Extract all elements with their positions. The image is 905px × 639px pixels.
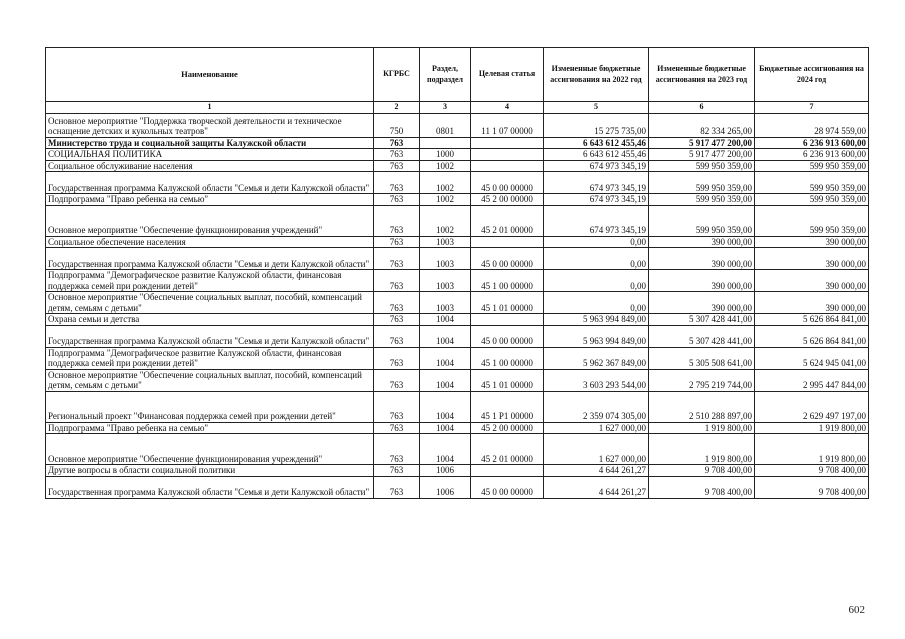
cell-2023: 390 000,00 [649, 248, 755, 270]
page-number: 602 [848, 604, 865, 616]
cell-section: 1004 [420, 347, 471, 369]
header-target: Целевая статья [471, 48, 544, 102]
cell-kgrbs: 763 [374, 391, 420, 422]
cell-2022: 6 643 612 455,46 [544, 149, 649, 161]
cell-target: 45 0 00 00000 [471, 476, 544, 498]
cell-kgrbs: 763 [374, 325, 420, 347]
cell-name: Подпрограмма "Демографическое развитие Калужской области, финансовая поддержка семей при рождении детей" [46, 347, 374, 369]
col-number: 1 [46, 102, 374, 114]
cell-name: СОЦИАЛЬНАЯ ПОЛИТИКА [46, 149, 374, 161]
cell-kgrbs: 763 [374, 248, 420, 270]
cell-2023: 599 950 359,00 [649, 172, 755, 194]
cell-2024: 28 974 559,00 [755, 113, 869, 137]
table-row [46, 113, 869, 137]
cell-name: Государственная программа Калужской области "Семья и дети Калужской области" [46, 248, 374, 270]
cell-target: 45 1 01 00000 [471, 369, 544, 391]
table-row [46, 270, 869, 292]
cell-name: Подпрограмма "Право ребенка на семью" [46, 194, 374, 206]
table-row [46, 248, 869, 270]
cell-2023: 5 305 508 641,00 [649, 347, 755, 369]
cell-2022: 674 973 345,19 [544, 205, 649, 236]
cell-2024: 390 000,00 [755, 248, 869, 270]
cell-2024: 5 624 945 041,00 [755, 347, 869, 369]
cell-2023: 390 000,00 [649, 270, 755, 292]
cell-name: Основное мероприятие "Поддержка творческой деятельности и техническое оснащение детских и кукольных театров" [46, 113, 374, 137]
cell-kgrbs: 763 [374, 236, 420, 248]
table-row [46, 292, 869, 314]
cell-name: Основное мероприятие "Обеспечение функционирования учреждений" [46, 434, 374, 465]
cell-target [471, 137, 544, 149]
cell-section: 1003 [420, 248, 471, 270]
header-2023: Измененные бюджетные ассигнования на 2023 год [649, 48, 755, 102]
cell-2023: 9 708 400,00 [649, 476, 755, 498]
table-row [46, 422, 869, 434]
cell-2023: 599 950 359,00 [649, 205, 755, 236]
cell-section: 1004 [420, 434, 471, 465]
cell-2022: 674 973 345,19 [544, 194, 649, 206]
cell-2024: 5 626 864 841,00 [755, 325, 869, 347]
cell-2023: 599 950 359,00 [649, 194, 755, 206]
cell-kgrbs: 763 [374, 205, 420, 236]
cell-kgrbs: 763 [374, 422, 420, 434]
cell-2024: 9 708 400,00 [755, 476, 869, 498]
cell-2024: 390 000,00 [755, 270, 869, 292]
cell-2022: 15 275 735,00 [544, 113, 649, 137]
cell-name: Социальное обеспечение населения [46, 236, 374, 248]
cell-target: 45 0 00 00000 [471, 248, 544, 270]
cell-kgrbs: 763 [374, 476, 420, 498]
cell-section: 1004 [420, 369, 471, 391]
table-row [46, 465, 869, 477]
cell-2024: 1 919 800,00 [755, 434, 869, 465]
cell-section: 1002 [420, 205, 471, 236]
cell-2022: 4 644 261,27 [544, 465, 649, 477]
cell-target: 45 0 00 00000 [471, 172, 544, 194]
cell-2022: 0,00 [544, 248, 649, 270]
table-row [46, 194, 869, 206]
cell-name: Другие вопросы в области социальной политики [46, 465, 374, 477]
cell-kgrbs: 763 [374, 194, 420, 206]
table-row [46, 369, 869, 391]
cell-2023: 5 307 428 441,00 [649, 314, 755, 326]
cell-2022: 674 973 345,19 [544, 172, 649, 194]
cell-2024: 2 995 447 844,00 [755, 369, 869, 391]
cell-2024: 6 236 913 600,00 [755, 149, 869, 161]
cell-2023: 1 919 800,00 [649, 434, 755, 465]
cell-section: 1003 [420, 270, 471, 292]
cell-2022: 6 643 612 455,46 [544, 137, 649, 149]
cell-2022: 674 973 345,19 [544, 160, 649, 172]
table-row [46, 476, 869, 498]
column-number-row [46, 102, 869, 114]
col-number: 7 [755, 102, 869, 114]
cell-2024: 390 000,00 [755, 236, 869, 248]
cell-2024: 1 919 800,00 [755, 422, 869, 434]
cell-target: 45 1 P1 00000 [471, 391, 544, 422]
cell-2022: 0,00 [544, 236, 649, 248]
cell-kgrbs: 763 [374, 270, 420, 292]
table-row [46, 205, 869, 236]
cell-2022: 1 627 000,00 [544, 434, 649, 465]
table-row [46, 391, 869, 422]
cell-section: 1003 [420, 236, 471, 248]
cell-2023: 9 708 400,00 [649, 465, 755, 477]
cell-name: Основное мероприятие "Обеспечение функционирования учреждений" [46, 205, 374, 236]
cell-name: Региональный проект "Финансовая поддержка семей при рождении детей" [46, 391, 374, 422]
table-body [46, 113, 869, 498]
cell-2024: 599 950 359,00 [755, 160, 869, 172]
cell-target [471, 465, 544, 477]
cell-target: 45 2 00 00000 [471, 422, 544, 434]
header-row [46, 48, 869, 102]
col-number: 4 [471, 102, 544, 114]
cell-target [471, 236, 544, 248]
cell-section [420, 137, 471, 149]
cell-2023: 390 000,00 [649, 292, 755, 314]
table-row [46, 137, 869, 149]
cell-2024: 390 000,00 [755, 292, 869, 314]
cell-kgrbs: 763 [374, 172, 420, 194]
cell-name: Охрана семьи и детства [46, 314, 374, 326]
cell-name: Подпрограмма "Право ребенка на семью" [46, 422, 374, 434]
table-row [46, 160, 869, 172]
cell-kgrbs: 750 [374, 113, 420, 137]
cell-2022: 2 359 074 305,00 [544, 391, 649, 422]
cell-name: Министерство труда и социальной защиты Калужской области [46, 137, 374, 149]
cell-section: 1002 [420, 172, 471, 194]
cell-section: 1002 [420, 160, 471, 172]
cell-2023: 5 917 477 200,00 [649, 137, 755, 149]
cell-2023: 5 307 428 441,00 [649, 325, 755, 347]
cell-2023: 5 917 477 200,00 [649, 149, 755, 161]
budget-table [45, 47, 869, 499]
cell-kgrbs: 763 [374, 347, 420, 369]
cell-kgrbs: 763 [374, 465, 420, 477]
cell-section: 1004 [420, 314, 471, 326]
cell-target [471, 160, 544, 172]
cell-2024: 9 708 400,00 [755, 465, 869, 477]
cell-target [471, 314, 544, 326]
cell-name: Основное мероприятие "Обеспечение социальных выплат, пособий, компенсаций детям, семьям с детьми" [46, 369, 374, 391]
header-2024: Бюджетные ассигнования на 2024 год [755, 48, 869, 102]
cell-name: Социальное обслуживание населения [46, 160, 374, 172]
cell-target: 45 0 00 00000 [471, 325, 544, 347]
cell-2024: 599 950 359,00 [755, 172, 869, 194]
cell-target: 45 1 01 00000 [471, 292, 544, 314]
cell-kgrbs: 763 [374, 137, 420, 149]
cell-target: 45 2 01 00000 [471, 205, 544, 236]
cell-section: 1006 [420, 465, 471, 477]
header-section: Раздел, подраздел [420, 48, 471, 102]
header-kgrbs: КГРБС [374, 48, 420, 102]
table-row [46, 172, 869, 194]
cell-name: Подпрограмма "Демографическое развитие Калужской области, финансовая поддержка семей при рождении детей" [46, 270, 374, 292]
cell-target: 11 1 07 00000 [471, 113, 544, 137]
cell-section: 1006 [420, 476, 471, 498]
cell-kgrbs: 763 [374, 434, 420, 465]
cell-2022: 5 963 994 849,00 [544, 314, 649, 326]
cell-2024: 6 236 913 600,00 [755, 137, 869, 149]
cell-2022: 3 603 293 544,00 [544, 369, 649, 391]
header-2022: Измененные бюджетные ассигнования на 2022 год [544, 48, 649, 102]
cell-2024: 599 950 359,00 [755, 205, 869, 236]
table-row [46, 325, 869, 347]
cell-target: 45 2 00 00000 [471, 194, 544, 206]
cell-2022: 0,00 [544, 292, 649, 314]
cell-kgrbs: 763 [374, 160, 420, 172]
cell-2023: 82 334 265,00 [649, 113, 755, 137]
cell-kgrbs: 763 [374, 149, 420, 161]
cell-target: 45 1 00 00000 [471, 270, 544, 292]
table-row [46, 434, 869, 465]
cell-target [471, 149, 544, 161]
cell-2023: 2 795 219 744,00 [649, 369, 755, 391]
cell-name: Государственная программа Калужской области "Семья и дети Калужской области" [46, 172, 374, 194]
cell-section: 1003 [420, 292, 471, 314]
col-number: 6 [649, 102, 755, 114]
cell-section: 1004 [420, 391, 471, 422]
cell-2023: 2 510 288 897,00 [649, 391, 755, 422]
cell-section: 1000 [420, 149, 471, 161]
cell-name: Государственная программа Калужской области "Семья и дети Калужской области" [46, 476, 374, 498]
table-row [46, 347, 869, 369]
cell-section: 1004 [420, 422, 471, 434]
cell-section: 1004 [420, 325, 471, 347]
cell-2023: 390 000,00 [649, 236, 755, 248]
cell-name: Основное мероприятие "Обеспечение социальных выплат, пособий, компенсаций детям, семьям с детьми" [46, 292, 374, 314]
cell-kgrbs: 763 [374, 314, 420, 326]
table-row [46, 149, 869, 161]
cell-2022: 4 644 261,27 [544, 476, 649, 498]
cell-kgrbs: 763 [374, 292, 420, 314]
cell-name: Государственная программа Калужской области "Семья и дети Калужской области" [46, 325, 374, 347]
cell-target: 45 1 00 00000 [471, 347, 544, 369]
cell-section: 0801 [420, 113, 471, 137]
cell-2023: 599 950 359,00 [649, 160, 755, 172]
table-row [46, 314, 869, 326]
cell-2023: 1 919 800,00 [649, 422, 755, 434]
cell-2022: 5 962 367 849,00 [544, 347, 649, 369]
cell-target: 45 2 01 00000 [471, 434, 544, 465]
header-name: Наименование [46, 48, 374, 102]
cell-2024: 599 950 359,00 [755, 194, 869, 206]
table-row [46, 236, 869, 248]
cell-2022: 0,00 [544, 270, 649, 292]
cell-section: 1002 [420, 194, 471, 206]
col-number: 3 [420, 102, 471, 114]
col-number: 2 [374, 102, 420, 114]
cell-2022: 1 627 000,00 [544, 422, 649, 434]
cell-2024: 2 629 497 197,00 [755, 391, 869, 422]
cell-kgrbs: 763 [374, 369, 420, 391]
col-number: 5 [544, 102, 649, 114]
cell-2022: 5 963 994 849,00 [544, 325, 649, 347]
cell-2024: 5 626 864 841,00 [755, 314, 869, 326]
